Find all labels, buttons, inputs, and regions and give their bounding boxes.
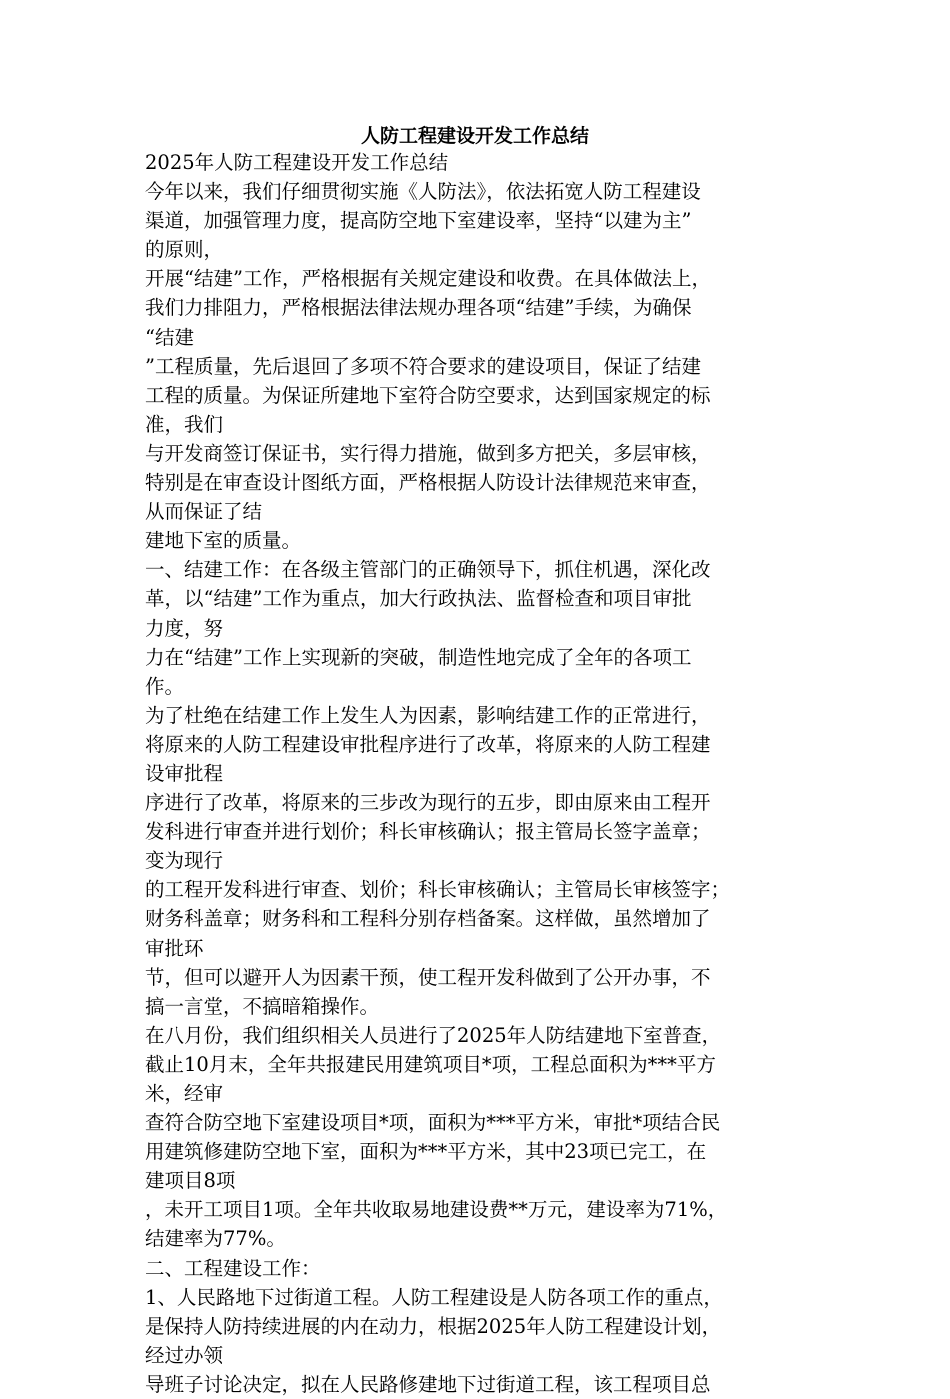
text-line: 1、人民路地下过街道工程。人防工程建设是人防各项工作的重点，	[145, 1285, 723, 1309]
text-line: ，未开工项目1项。全年共收取易地建设费**万元，建设率为71%，	[145, 1198, 728, 1222]
document-title: 人防工程建设开发工作总结	[360, 125, 589, 147]
text-line: 力度，努	[145, 616, 224, 640]
text-line: 审批环	[145, 936, 204, 960]
text-line: 经过办领	[145, 1343, 224, 1367]
text-line: 工程的质量。为保证所建地下室符合防空要求，达到国家规定的标	[145, 383, 711, 407]
text-line: 准，我们	[145, 412, 224, 436]
text-line: “结建	[145, 325, 194, 349]
text-line: 用建筑修建防空地下室，面积为***平方米，其中23项已完工，在	[145, 1140, 707, 1164]
text-line: 搞一言堂，不搞暗箱操作。	[145, 994, 380, 1018]
text-line: 米，经审	[145, 1082, 224, 1105]
text-line: 今年以来，我们仔细贯彻实施《人防法》，依法拓宽人防工程建设	[145, 180, 701, 204]
text-line: 为了杜绝在结建工作上发生人为因素，影响结建工作的正常进行，	[145, 703, 711, 727]
text-line: 渠道，加强管理力度，提高防空地下室建设率，坚持“以建为主”	[145, 209, 692, 233]
text-line: 结建率为77%。	[145, 1227, 286, 1251]
text-line: 从而保证了结	[145, 500, 263, 524]
text-line: 将原来的人防工程建设审批程序进行了改革，将原来的人防工程建	[145, 732, 711, 756]
text-line: 建项目8项	[145, 1169, 236, 1193]
text-line: 序进行了改革，将原来的三步改为现行的五步，即由原来由工程开	[145, 791, 711, 815]
text-line: 变为现行	[145, 849, 224, 873]
text-line: ”工程质量，先后退回了多项不符合要求的建设项目，保证了结建	[145, 354, 701, 378]
text-line: 二、工程建设工作：	[145, 1256, 321, 1280]
text-line: 截止10月末，全年共报建民用建筑项目*项，工程总面积为***平方	[145, 1052, 716, 1076]
text-line: 革，以“结建”工作为重点，加大行政执法、监督检查和项目审批	[145, 587, 692, 611]
text-line: 力在“结建”工作上实现新的突破，制造性地完成了全年的各项工	[145, 645, 692, 669]
text-line: 开展“结建”工作，严格根据有关规定建设和收费。在具体做法上，	[145, 267, 711, 291]
text-line: 导班子讨论决定，拟在人民路修建地下过街道工程，该工程项目总	[145, 1372, 711, 1396]
text-line: 的工程开发科进行审查、划价；科长审核确认；主管局长审核签字；	[145, 878, 731, 902]
text-line: 我们力排阻力，严格根据法律法规办理各项“结建”手续，为确保	[145, 296, 692, 320]
text-line: 查符合防空地下室建设项目*项，面积为***平方米，审批*项结合民	[145, 1111, 721, 1135]
text-line: 财务科盖章；财务科和工程科分别存档备案。这样做，虽然增加了	[145, 907, 711, 931]
text-line: 是保持人防持续进展的内在动力，根据2025年人防工程建设计划，	[145, 1314, 722, 1338]
text-line: 发科进行审查并进行划价；科长审核确认；报主管局长签字盖章；	[145, 820, 711, 844]
text-line: 一、结建工作：在各级主管部门的正确领导下，抓住机遇，深化改	[145, 558, 711, 582]
text-line: 节，但可以避开人为因素干预，使工程开发科做到了公开办事，不	[145, 965, 711, 989]
text-line: 在八月份，我们组织相关人员进行了2025年人防结建地下室普查，	[145, 1023, 722, 1047]
text-line: 设审批程	[145, 761, 224, 785]
text-line: 建地下室的质量。	[145, 529, 302, 553]
document-body	[145, 148, 810, 1399]
text-line: 特别是在审查设计图纸方面，严格根据人防设计法律规范来审查，	[145, 471, 711, 495]
text-line: 的原则，	[145, 238, 224, 262]
text-line: 与开发商签订保证书，实行得力措施，做到多方把关，多层审核，	[145, 441, 711, 465]
text-line: 作。	[145, 674, 185, 698]
text-line: 2025年人防工程建设开发工作总结	[145, 151, 449, 174]
